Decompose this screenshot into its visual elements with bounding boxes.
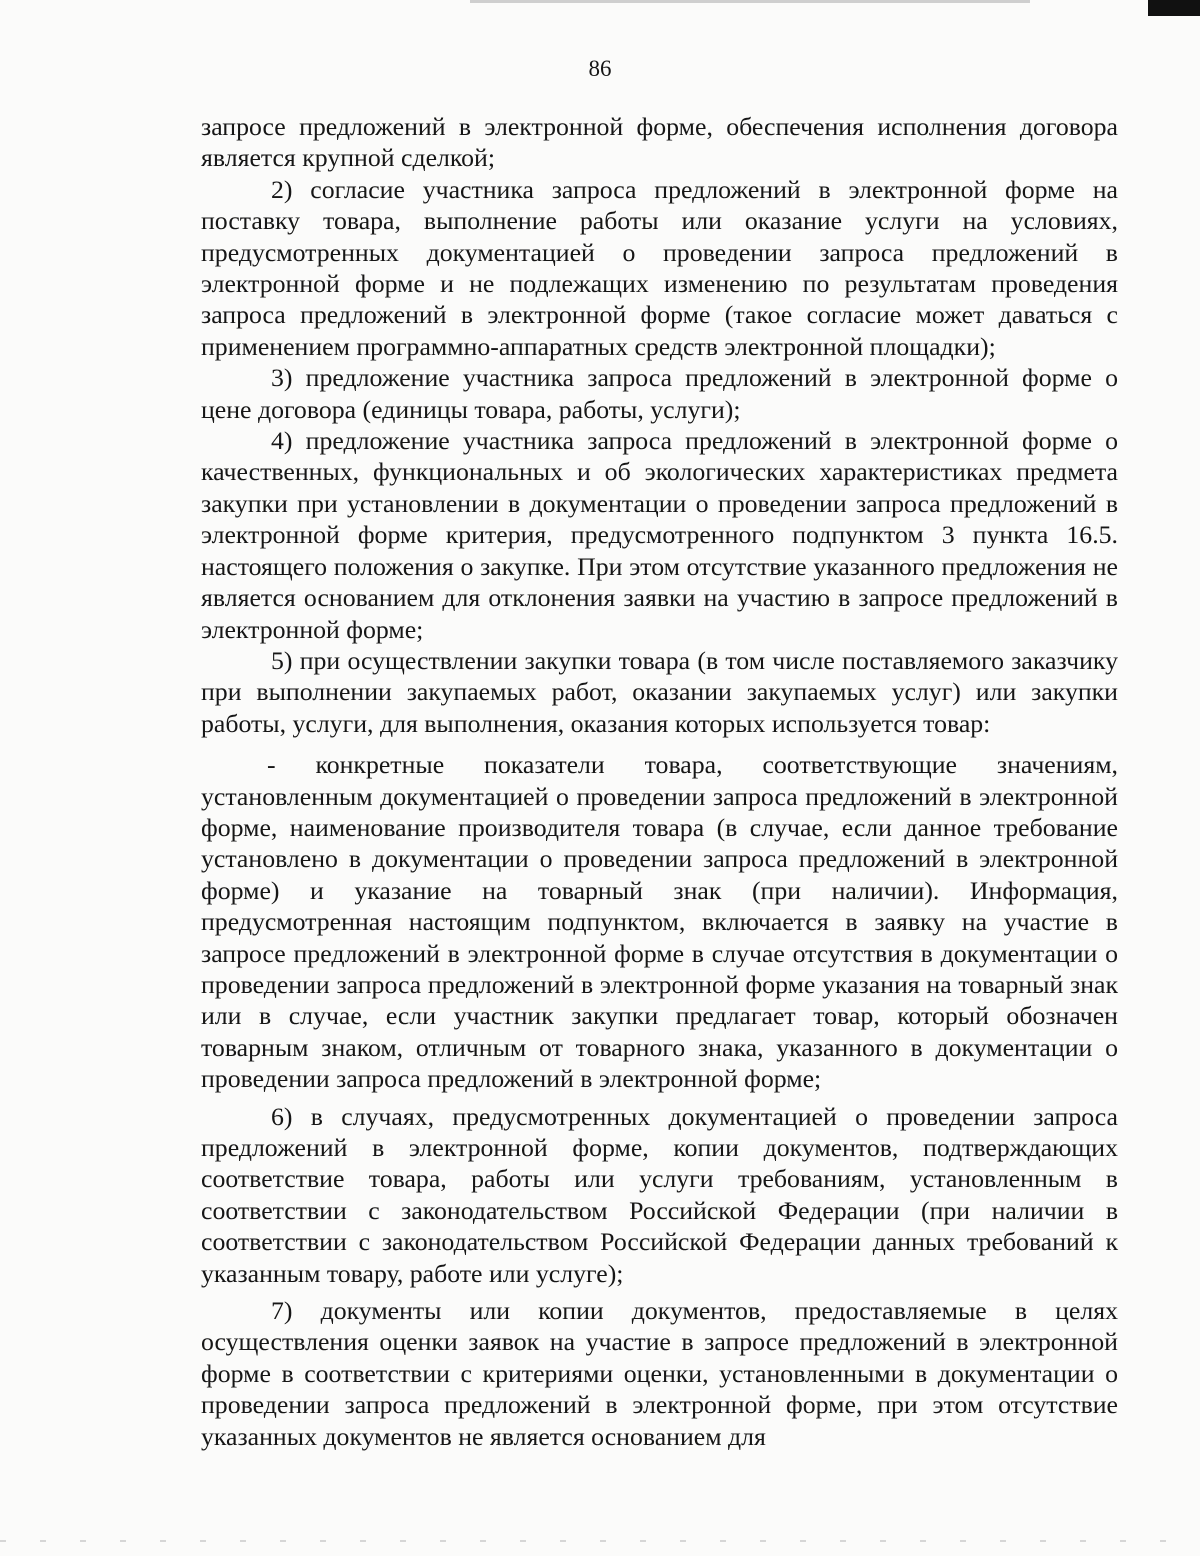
scan-corner-mark bbox=[1148, 0, 1200, 16]
paragraph-item-6: 6) в случаях, предусмотренных документацией о проведении запроса предложений в электронной форме, копии документов, подтверждающих соответствие товара, работы или услуги требованиям, установленным в соответствии с законодательством Российской Федерации (при наличии в соответствии с законодательством Российской Федерации данных требований к указанным товару, работе или услуге); bbox=[201, 1101, 1118, 1288]
paragraph-dash-item: - конкретные показатели товара, соответствующие значениям, установленным документацией о проведении запроса предложений в электронной форме, наименование производителя товара (в случае, если данное требование установлено в документации о проведении запроса предложений в электронной форме) и указание на товарный знак (при наличии). Информация, предусмотренная настоящим подпунктом, включается в заявку на участие в запросе предложений в электронной форме в случае отсутствия в документации о проведении запроса предложений в электронной форме указания на товарный знак или в случае, если участник закупки предлагает товар, который обозначен товарным знаком, отличным от товарного знака, указанного в документации о проведении запроса предложений в электронной форме; bbox=[201, 750, 1118, 1094]
paragraph-item-4: 4) предложение участника запроса предложений в электронной форме о качественных, функциональных и об экологических характеристиках предмета закупки при установлении в документации о проведении запроса предложений в электронной форме критерия, предусмотренного подпунктом 3 пункта 16.5. настоящего положения о закупке. При этом отсутствие указанного предложения не является основанием для отклонения заявки на участию в запросе предложений в электронной форме; bbox=[201, 426, 1118, 644]
scan-bottom-edge bbox=[0, 1540, 1200, 1542]
paragraph-item-5: 5) при осуществлении закупки товара (в том числе поставляемого заказчику при выполнении закупаемых работ, оказании закупаемых услуг) или закупки работы, услуги, для выполнения, оказания которых используется товар: bbox=[201, 645, 1118, 738]
page-number: 86 bbox=[588, 56, 612, 81]
paragraph-item-7: 7) документы или копии документов, предоставляемые в целях осуществления оценки заявок на участие в запросе предложений в электронной форме в соответствии с критериями оценки, установленными в документации о проведении запроса предложений в электронной форме, при этом отсутствие указанных документов не является основанием для bbox=[201, 1296, 1118, 1451]
scan-edge bbox=[470, 0, 1030, 3]
body-text bbox=[201, 111, 1118, 1452]
paragraph-item-2: 2) согласие участника запроса предложений в электронной форме на поставку товара, выполнение работы или оказание услуги на условиях, предусмотренных документацией о проведении запроса предложений в электронной форме и не подлежащих изменению по результатам проведения запроса предложений в электронной форме (такое согласие может даваться с применением программно-аппаратных средств электронной площадки); bbox=[201, 174, 1118, 361]
paragraph-continuation: запросе предложений в электронной форме, обеспечения исполнения договора является крупной сделкой; bbox=[201, 112, 1118, 173]
paragraph-item-3: 3) предложение участника запроса предложений в электронной форме о цене договора (единицы товара, работы, услуги); bbox=[201, 363, 1118, 424]
